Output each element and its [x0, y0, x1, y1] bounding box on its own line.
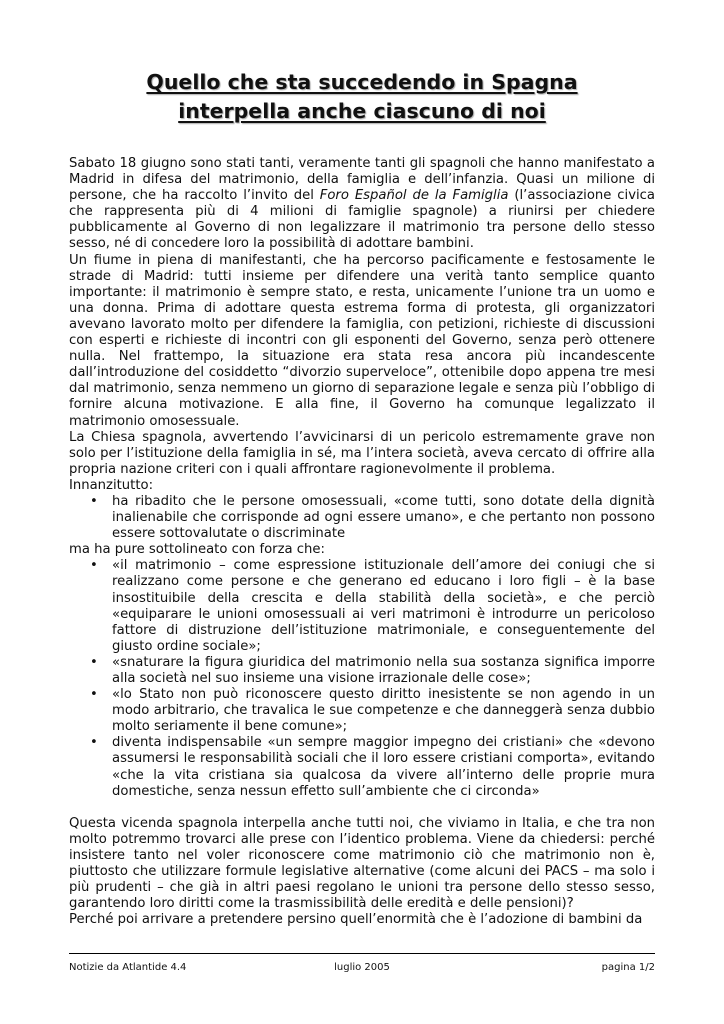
- title-line-1: Quello che sta succedendo in Spagna: [146, 70, 578, 94]
- paragraph-firstly: Innanzitutto:: [69, 477, 154, 493]
- footer-date: luglio 2005: [334, 962, 390, 973]
- paragraph-church: La Chiesa spagnola, avvertendo l’avvicinarsi di un pericolo estremamente grave non solo per l’istituzione della famiglia in sé, ma l’intera società, aveva cercato di offrire alla propria nazione criteri con i quali affrontare ragionevolmente il problema.: [69, 429, 655, 477]
- paragraph-adoption: Perché poi arrivare a pretendere persino quell’enormità che è l’adozione di bambini da: [69, 912, 643, 928]
- paragraph-however: ma ha pure sottolineato con forza che:: [69, 542, 325, 558]
- bullet-list-marriage: [69, 558, 655, 799]
- footer-publication: Notizie da Atlantide 4.4: [69, 962, 187, 973]
- article-body: [69, 156, 655, 928]
- list-item: • «lo Stato non può riconoscere questo diritto inesistente se non agendo in un modo arbitrario, che travalica le sue competenze e che danneggerà senza dubbio molto seriamente il bene comune»;: [112, 687, 655, 735]
- paragraph-intro: [69, 156, 655, 253]
- title-line-2: interpella anche ciascuno di noi: [178, 99, 546, 123]
- footer-page-number: pagina 1/2: [601, 962, 655, 973]
- bullet-list-dignity: [69, 494, 655, 542]
- organization-name: Foro Español de la Famiglia: [319, 188, 509, 204]
- paragraph-protest: Un fiume in piena di manifestanti, che ha percorso pacificamente e festosamente le strade di Madrid: tutti insieme per difendere una verità tanto semplice quanto importante: il matrimonio è sempre stato, e resta, unicamente l’unione tra un uomo e una donna. Prima di adottare questa estrema forma di protesta, gli organizzatori avevano lavorato molto per difendere la famiglia, con petizioni, richieste di discussioni con esperti e richieste di incontri con gli esponenti del Governo, senza però ottenere nulla. Nel frattempo, la situazione era stata resa ancora più incandescente dall’introduzione del cosiddetto “divorzio superveloce”, ottenibile dopo appena tre mesi dal matrimonio, senza nemmeno un giorno di separazione legale e senza più l’obbligo di fornire alcuna motivazione. E alla fine, il Governo ha comunque legalizzato il matrimonio omosessuale.: [69, 252, 655, 429]
- page-footer: [69, 953, 655, 973]
- list-item: • «snaturare la figura giuridica del matrimonio nella sua sostanza significa imporre alla società nel suo insieme una visione irrazionale delle cose»;: [112, 655, 655, 687]
- paragraph-italy: Questa vicenda spagnola interpella anche tutti noi, che viviamo in Italia, e che tra non molto potremmo trovarci alle prese con l’identico problema. Viene da chiedersi: perché insistere tanto nel voler riconoscere come matrimonio ciò che matrimonio non è, piuttosto che utilizzare formule legislative alternative (come alcuni dei PACS – ma solo i più prudenti – che già in altri paesi regolano le unioni tra persone dello stesso sesso, garantendo loro diritti come la trasmissibilità delle eredità e delle pensioni)?: [69, 815, 655, 912]
- paragraph-intro-text-b: (l’associazione civica che rappresenta più di 4 milioni di famiglie spagnole) a riunirsi per chiedere pubblicamente al Governo di non legalizzare il matrimonio tra persone dello stesso sesso, né di concedere loro la possibilità di adottare bambini.: [69, 188, 655, 252]
- paragraph-intro-text-a: Sabato 18 giugno sono stati tanti, veramente tanti gli spagnoli che hanno manifestato a Madrid in difesa del matrimonio, della famiglia e dell’infanzia. Quasi un milione di persone, che ha raccolto l’invito del: [69, 156, 655, 204]
- list-item: • ha ribadito che le persone omosessuali, «come tutti, sono dotate della dignità inalienabile che corrisponde ad ogni essere umano», e che pertanto non possono essere sottovalutate o discriminate: [112, 494, 655, 542]
- list-item: • diventa indispensabile «un sempre maggior impegno dei cristiani» che «devono assumersi le responsabilità sociali che il loro essere cristiani comporta», evitando «che la vita cristiana sia qualcosa da vivere all’interno delle proprie mura domestiche, senza nessun effetto sull’ambiente che ci circonda»: [112, 735, 655, 799]
- list-item: • «il matrimonio – come espressione istituzionale dell’amore dei coniugi che si realizzano come persone e che generano ed educano i loro figli – è la base insostituibile della crescita e della stabilità della società», e che perciò «equiparare le unioni omosessuali ai veri matrimoni è introdurre un pericoloso fattore di distruzione dell’istituzione matrimoniale, e conseguentemente del giusto ordine sociale»;: [112, 558, 655, 655]
- page-title: [60, 68, 664, 126]
- paragraph-gap: [69, 800, 655, 816]
